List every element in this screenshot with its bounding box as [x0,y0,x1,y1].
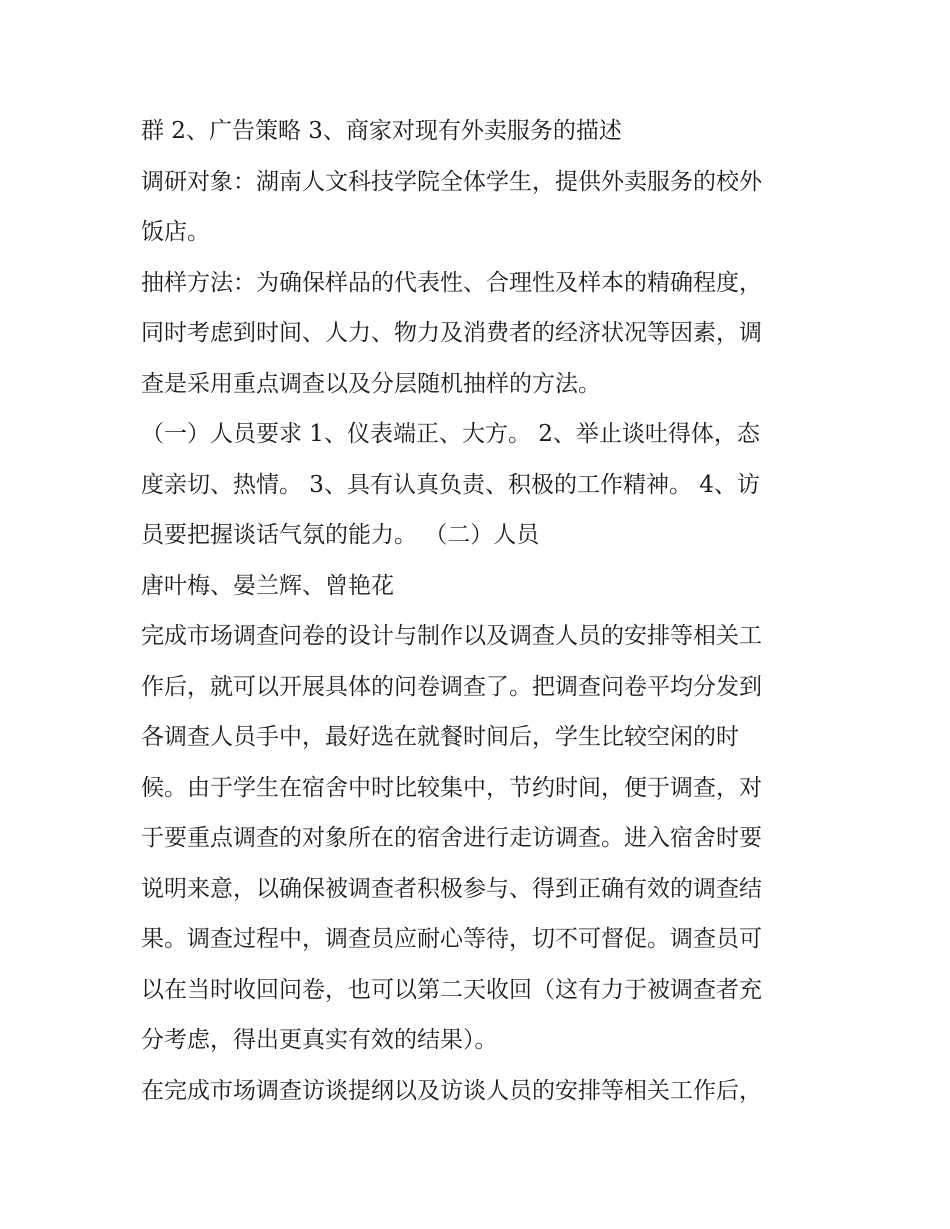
document-body [141,106,821,1116]
paragraph-staff-requirements [141,409,821,561]
text-line: 作后，就可以开展具体的问卷调查了。把调查问卷平均分发到 [141,673,762,700]
text-line: 各调查人员手中，最好选在就餐时间后，学生比较空闲的时 [141,724,739,750]
paragraph-survey-process [141,611,821,1066]
text-line: 分考虑，得出更真实有效的结果）。 [141,1027,498,1053]
text-line: 度亲切、热情。 3、具有认真负责、积极的工作精神。 4、访 [141,471,760,498]
text-line: 群 2、广告策略 3、商家对现有外卖服务的描述 [141,118,622,144]
text-line: 在完成市场调查访谈提纲以及访谈人员的安排等相关工作后， [141,1077,762,1104]
text-line: 以在当时收回问卷，也可以第二天收回（这有力于被调查者充 [141,976,762,1003]
text-line: 抽样方法：为确保样品的代表性、合理性及样本的精确程度， [141,269,762,296]
text-line: 同时考虑到时间、人力、物力及消费者的经济状况等因素，调 [141,320,762,346]
text-line: 饭店。 [141,219,210,245]
paragraph-research-subjects [141,157,821,258]
text-line: （一）人员要求 1、仪表端正、大方。 2、举止谈吐得体，态 [141,421,760,447]
text-line: 查是采用重点调查以及分层随机抽样的方法。 [141,370,601,397]
text-line: 完成市场调查问卷的设计与制作以及调查人员的安排等相关工 [141,623,762,649]
paragraph-research-content [141,106,821,157]
text-line: 说明来意，以确保被调查者积极参与、得到正确有效的调查结 [141,875,762,902]
paragraph-sampling-method [141,258,821,410]
paragraph-interview-process [141,1066,821,1117]
paragraph-staff-names [141,561,821,612]
text-line: 员要把握谈话气氛的能力。 （二）人员 [141,522,540,548]
text-line: 候。由于学生在宿舍中时比较集中，节约时间，便于调查，对 [141,774,762,801]
text-line: 于要重点调查的对象所在的宿舍进行走访调查。进入宿舍时要 [141,825,762,851]
text-line: 唐叶梅、晏兰辉、曾艳花 [141,572,394,599]
text-line: 调研对象：湖南人文科技学院全体学生，提供外卖服务的校外 [141,168,762,195]
text-line: 果。调查过程中，调查员应耐心等待，切不可督促。调查员可 [141,926,762,952]
